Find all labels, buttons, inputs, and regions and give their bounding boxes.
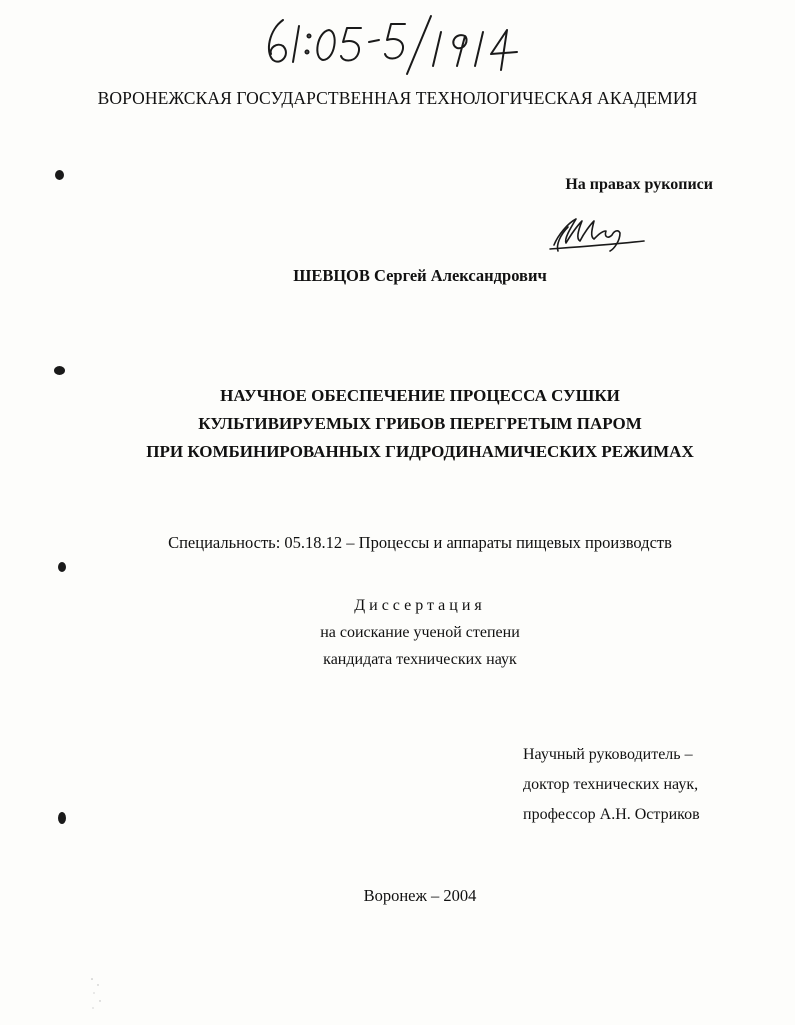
- rights-notice: На правах рукописи: [565, 176, 713, 193]
- dissertation-title: [0, 382, 795, 466]
- degree-line: кандидата технических наук: [323, 651, 517, 668]
- place-year: Воронеж – 2004: [363, 886, 477, 905]
- title-line: НАУЧНОЕ ОБЕСПЕЧЕНИЕ ПРОЦЕССА СУШКИ: [220, 386, 620, 405]
- handwritten-archive-number: [255, 8, 535, 78]
- binding-hole-mark: [54, 366, 65, 375]
- supervisor-line: доктор технических наук,: [523, 776, 699, 793]
- title-line: ПРИ КОМБИНИРОВАННЫХ ГИДРОДИНАМИЧЕСКИХ РЕЖИМАХ: [146, 442, 694, 461]
- supervisor-line: Научный руководитель –: [523, 746, 693, 763]
- degree-line: на соискание ученой степени: [320, 624, 520, 641]
- dissertation-word: Диссертация: [354, 597, 486, 614]
- specialty: Специальность: 05.18.12 – Процессы и аппараты пищевых производств: [168, 533, 672, 552]
- title-line: КУЛЬТИВИРУЕМЫХ ГРИБОВ ПЕРЕГРЕТЫМ ПАРОМ: [198, 414, 642, 433]
- author-name: ШЕВЦОВ Сергей Александрович: [293, 266, 547, 285]
- dissertation-block: [0, 592, 795, 673]
- academy-name: ВОРОНЕЖСКАЯ ГОСУДАРСТВЕННАЯ ТЕХНОЛОГИЧЕСКАЯ АКАДЕМИЯ: [97, 88, 698, 108]
- supervisor-line: профессор А.Н. Остриков: [523, 806, 700, 823]
- binding-hole-mark: [58, 562, 66, 572]
- supervisor-block: [523, 740, 700, 830]
- scan-specks: [88, 975, 108, 1015]
- binding-hole-mark: [55, 170, 64, 180]
- signature-scribble: [548, 205, 658, 255]
- binding-hole-mark: [58, 812, 66, 824]
